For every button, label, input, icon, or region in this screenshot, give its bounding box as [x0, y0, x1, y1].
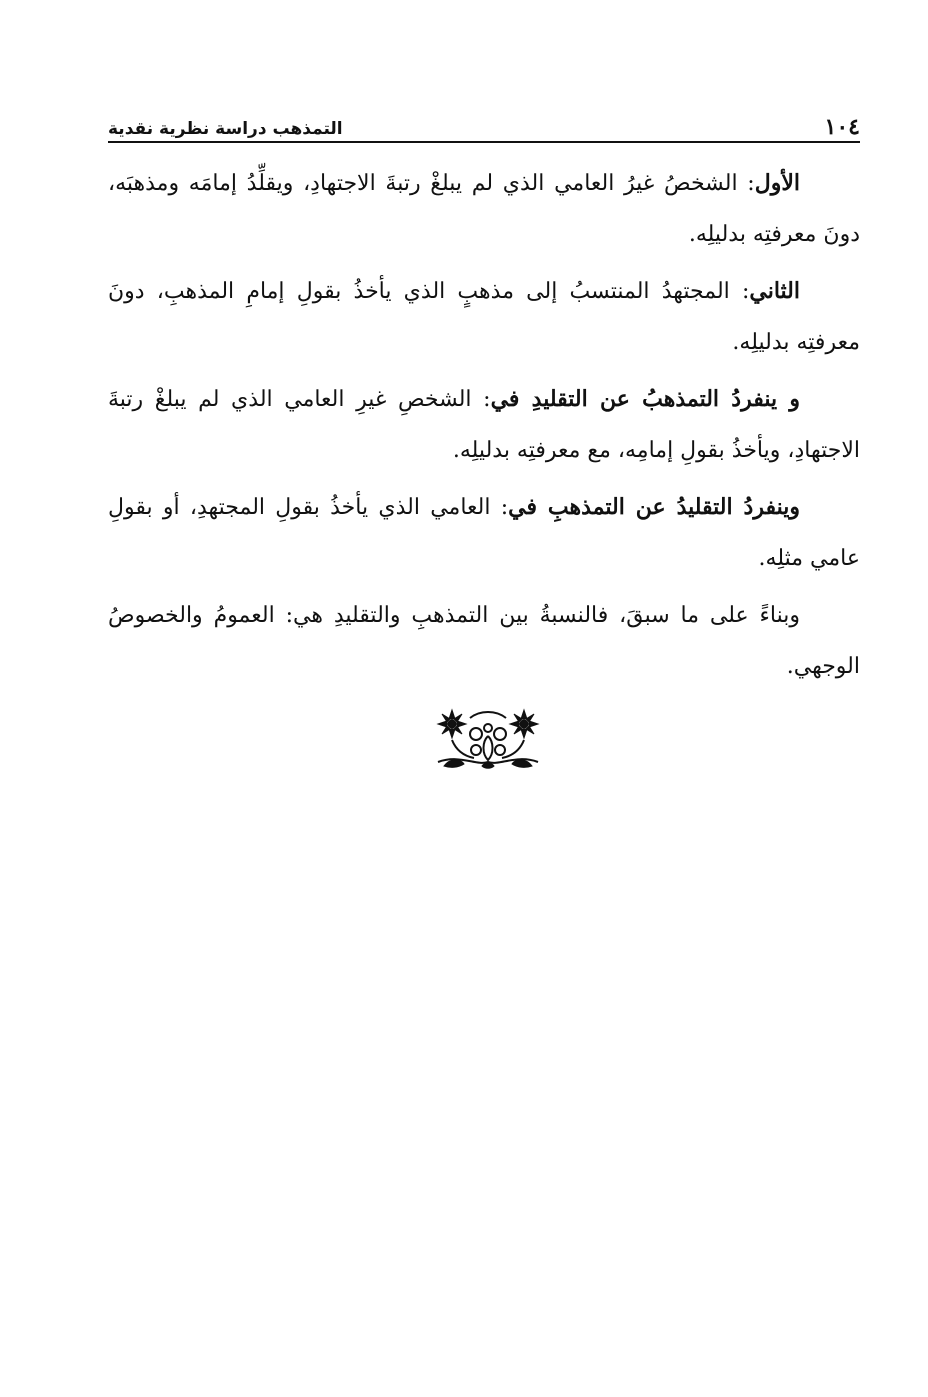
paragraph-lead: و ينفردُ التمذهبُ عن التقليدِ في: [490, 386, 801, 412]
paragraph-lead: الأول: [754, 170, 800, 196]
paragraph-taqlid-only: [108, 482, 860, 584]
page-number: ١٠٤: [824, 114, 860, 140]
paragraph-text: : المجتهدُ المنتسبُ إلى مذهبٍ الذي يأخذُ بقولِ إمامِ المذهبِ، دونَ معرفتِه بدليلِه.: [108, 279, 860, 355]
paragraph-tamadhhub-only: [108, 374, 860, 476]
paragraph-lead: الثاني: [749, 278, 800, 304]
paragraph-second: [108, 266, 860, 368]
page-header: [108, 104, 860, 138]
paragraph-first: [108, 158, 860, 260]
paragraph-text: : العامي الذي يأخذُ بقولِ المجتهدِ، أو بقولِ عامي مثلِه.: [108, 495, 860, 571]
body-text: [108, 158, 860, 698]
paragraph-text: : الشخصُ غيرُ العامي الذي لم يبلغْ رتبةَ الاجتهادِ، ويقلِّدُ إمامَه ومذهبَه، دونَ معرفتِه بدليلِه.: [108, 171, 860, 247]
paragraph-conclusion: [108, 590, 860, 692]
running-title: التمذهب دراسة نظرية نقدية: [108, 119, 343, 139]
floral-ornament-icon: [430, 706, 546, 772]
header-divider: [108, 141, 860, 143]
paragraph-text: : الشخصِ غيرِ العامي الذي لم يبلغْ رتبةَ الاجتهادِ، ويأخذُ بقولِ إمامِه، مع معرفتِه بدليلِه.: [108, 387, 860, 463]
paragraph-lead: وينفردُ التقليدُ عن التمذهبِ في: [508, 494, 800, 520]
paragraph-text: وبناءً على ما سبقَ، فالنسبةُ بين التمذهبِ والتقليدِ هي: العمومُ والخصوصُ الوجهي.: [108, 603, 860, 679]
